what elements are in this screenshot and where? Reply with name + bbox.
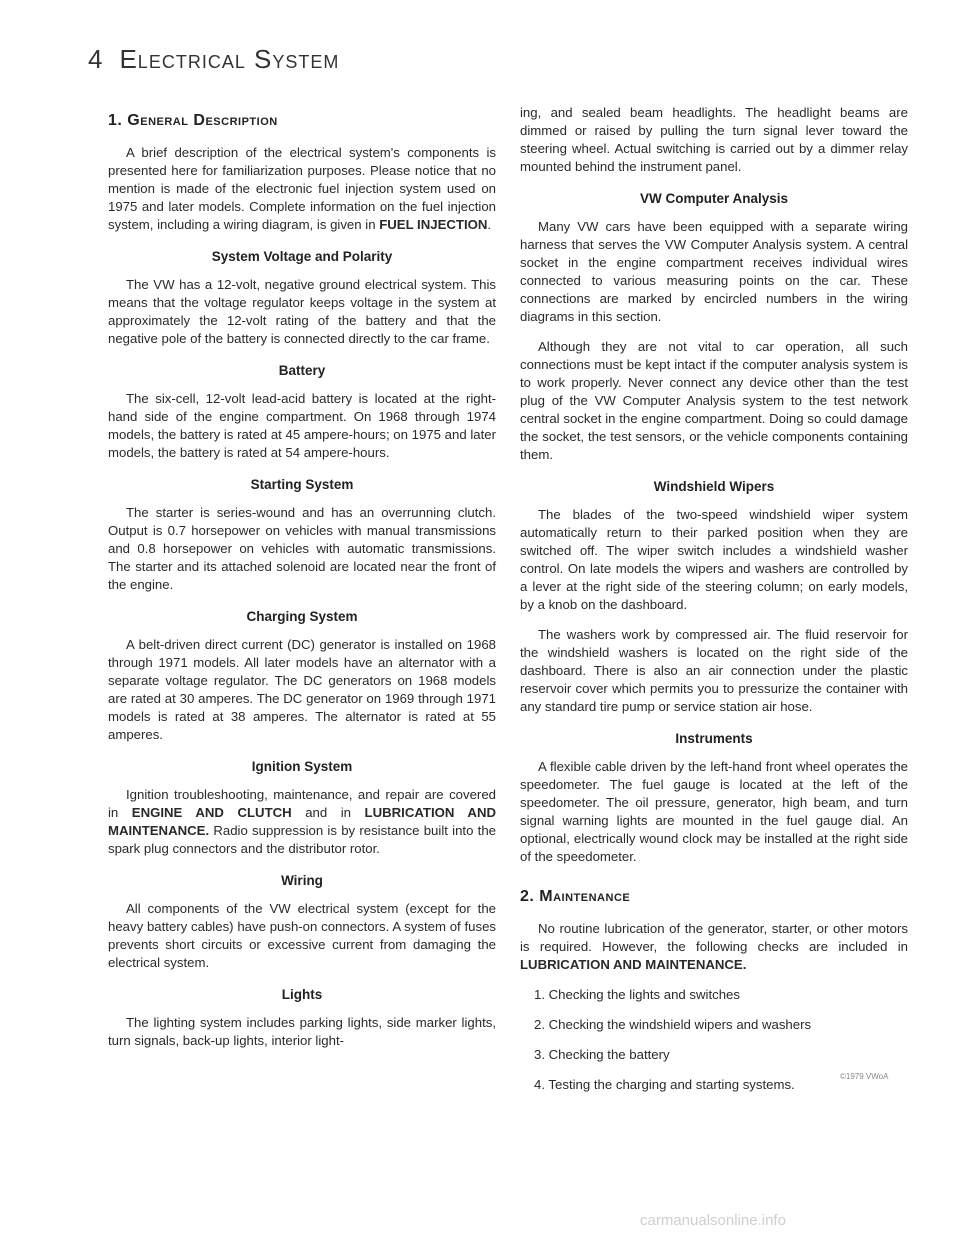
subsection-title-starting: Starting System	[250, 477, 354, 492]
wipers-text-2: The washers work by compressed air. The fluid reservoir for the windshield washers is located on the right side of the dashboard. There is also an air connection under the plastic reservoir cover which permits you to pressurize the container with any standard tire pump or service station air hose.	[520, 627, 908, 714]
fuel-injection-ref: FUEL INJECTION	[379, 217, 488, 232]
subsection-title-charging: Charging System	[246, 609, 358, 624]
ignition-text-a: Ignition troubleshooting, maintenance, and repair are covered in	[108, 787, 496, 820]
subsection-title-battery: Battery	[278, 363, 326, 378]
left-column	[108, 104, 496, 1062]
chapter-title: Electrical System	[119, 44, 340, 74]
lubrication-ref: LUBRICATION AND MAINTENANCE.	[108, 805, 496, 838]
battery-text: The six-cell, 12-volt lead-acid battery is located at the right-hand side of the engine compartment. On 1968 through 1974 models, the battery is rated at 45 ampere-hours; on 1975 and later models, the battery is rated at 54 ampere-hours.	[108, 391, 496, 460]
maintenance-text-body: No routine lubrication of the generator, starter, or other motors is required. However, the following checks are included in	[520, 921, 908, 954]
lights-text-right: ing, and sealed beam headlights. The headlight beams are dimmed or raised by pulling the turn signal lever toward the steering wheel. Actual switching is carried out by a dimmer relay mounted behind the instrument panel.	[520, 105, 908, 174]
page-header	[88, 44, 339, 75]
lights-text-left: The lighting system includes parking lights, side marker lights, turn signals, back-up lights, interior light-	[108, 1015, 496, 1048]
right-column	[520, 104, 908, 1106]
maintenance-ref: LUBRICATION AND MAINTENANCE.	[520, 957, 747, 972]
general-intro-text: A brief description of the electrical system's components is presented here for familiarization purposes. Please notice that no mention is made of the electronic fuel injection system used on 1975 and later models. Complete information on the fuel injection system, including a wiring diagram, is given in	[108, 145, 496, 232]
subsection-title-instruments: Instruments	[675, 731, 753, 746]
computer-text-2: Although they are not vital to car operation, all such connections must be kept intact if the computer analysis system is to work properly. Never connect any device other than the test plug of the VW Computer Analysis system to the test network central socket in the engine compartment. Doing so could damage the socket, the test sensors, or the vehicle components containing them.	[520, 339, 908, 462]
section-title-maintenance: 2. Maintenance	[520, 888, 631, 905]
wipers-text-1: The blades of the two-speed windshield wiper system automatically return to their parked position when they are switched off. The wiper switch includes a windshield washer control. On late models the wipers and washers are controlled by a lever at the right side of the steering column; on early models, by a knob on the dashboard.	[520, 507, 908, 612]
ignition-text-c: Radio suppression is by resistance built into the spark plug connectors and the distributor rotor.	[108, 823, 496, 856]
starting-text: The starter is series-wound and has an overrunning clutch. Output is 0.7 horsepower on vehicles with manual transmissions and 0.8 horsepower on vehicles with automatic transmissions. The starter and its attached solenoid are located near the front of the engine.	[108, 505, 496, 592]
subsection-title-voltage: System Voltage and Polarity	[211, 249, 393, 264]
copyright-mark: ©1979 VWoA	[840, 1072, 889, 1081]
subsection-title-wiring: Wiring	[281, 873, 323, 888]
list-item: 1. Checking the lights and switches	[534, 987, 740, 1002]
computer-text-1: Many VW cars have been equipped with a separate wiring harness that serves the VW Computer Analysis system. A central socket in the engine compartment receives individual wires connected to various measuring points on the car. These connections are marked by encircled numbers in the wiring diagrams in this section.	[520, 219, 908, 324]
charging-text: A belt-driven direct current (DC) generator is installed on 1968 through 1971 models. All later models have an alternator with a separate voltage regulator. The DC generators on 1968 models are rated at 30 amperes. The DC generator on 1969 through 1971 models is rated at 38 amperes. The alternator is rated at 55 amperes.	[108, 637, 496, 742]
subsection-title-wipers: Windshield Wipers	[653, 479, 775, 494]
voltage-text: The VW has a 12-volt, negative ground electrical system. This means that the voltage regulator keeps voltage in the system at approximately the 12-volt rating of the battery and that the negative pole of the battery is connected directly to the car frame.	[108, 277, 496, 346]
subsection-title-ignition: Ignition System	[251, 759, 353, 774]
engine-clutch-ref: ENGINE AND CLUTCH	[131, 805, 292, 820]
list-item: 2. Checking the windshield wipers and washers	[534, 1017, 812, 1032]
instruments-text: A flexible cable driven by the left-hand front wheel operates the speedometer. The fuel gauge is located at the left of the speedometer. The oil pressure, generator, high beam, and turn signal warning lights are mounted in the fuel gauge dial. An optional, electrically wound clock may be installed at the right side of the speedometer.	[520, 759, 908, 864]
list-item: 3. Checking the battery	[534, 1047, 670, 1062]
wiring-text: All components of the VW electrical system (except for the heavy battery cables) have push-on connectors. A system of fuses prevents short circuits or excessive current from damaging the electrical system.	[108, 901, 496, 970]
ignition-text-b: and in	[291, 805, 365, 820]
ignition-text	[108, 786, 496, 858]
section-title-general: 1. General Description	[108, 112, 278, 129]
maintenance-text	[520, 920, 908, 974]
subsection-title-computer: VW Computer Analysis	[639, 191, 789, 206]
subsection-title-lights: Lights	[281, 987, 323, 1002]
site-watermark: carmanualsonline.info	[640, 1212, 786, 1229]
page-number: 4	[88, 44, 104, 74]
general-intro: A brief description of the electrical system's components is presented here for familiarization purposes. Please notice that no mention is made of the electronic fuel injection system used on 1975 and later models. Complete information on the fuel injection system, including a wiring diagram, is given in FUEL INJECTION.	[108, 145, 496, 232]
list-item: 4. Testing the charging and starting systems.	[534, 1077, 795, 1092]
